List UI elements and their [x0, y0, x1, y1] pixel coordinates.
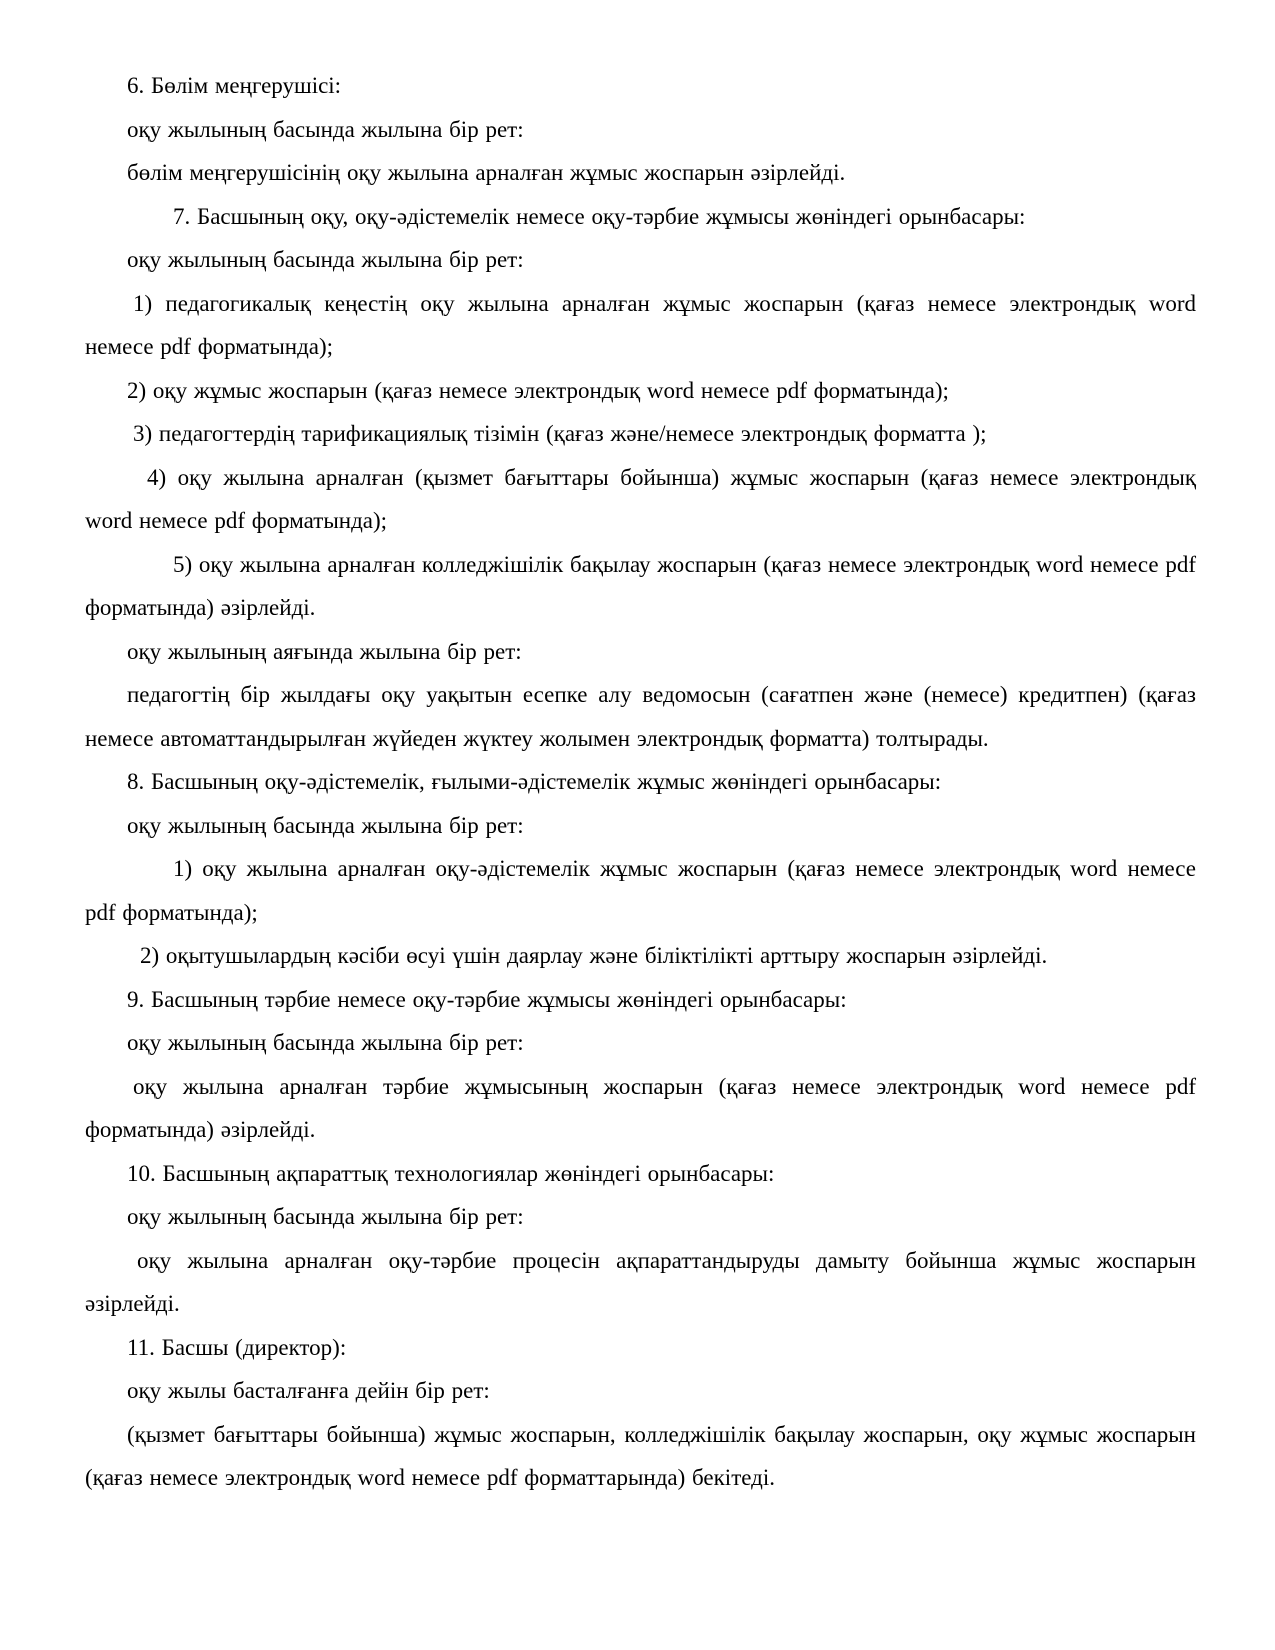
- paragraph: 3) педагогтердің тарификациялық тізімін (қағаз және/немесе электрондық форматта );: [133, 421, 987, 446]
- paragraph: (қызмет бағыттары бойынша) жұмыс жоспарын, колледжішілік бақылау жоспарын, оқу жұмыс жоспарын (қағаз немесе электрондық word немесе pdf форматтарында) бекітеді.: [85, 1421, 1196, 1490]
- paragraph: 9. Басшының тәрбие немесе оқу-тәрбие жұмысы жөніндегі орынбасары:: [127, 986, 847, 1012]
- paragraph: оқу жылының басында жылына бір рет:: [127, 812, 524, 838]
- paragraph: оқу жылының аяғында жылына бір рет:: [127, 638, 522, 664]
- paragraph: оқу жылының басында жылына бір рет:: [127, 116, 524, 142]
- paragraph: 2) оқытушылардың кәсіби өсуі үшін даярлау және біліктілікті арттыру жоспарын әзірлейді.: [140, 943, 1048, 968]
- paragraph: 2) оқу жұмыс жоспарын (қағаз немесе электрондық word немесе pdf форматында);: [127, 377, 949, 403]
- paragraph: оқу жылының басында жылына бір рет:: [127, 1030, 524, 1055]
- paragraph: 8. Басшының оқу-әдістемелік, ғылыми-әдістемелік жұмыс жөніндегі орынбасары:: [127, 769, 942, 794]
- paragraph: бөлім меңгерушісінің оқу жылына арналған жұмыс жоспарын әзірлейді.: [127, 160, 846, 185]
- paragraph: 7. Басшының оқу, оқу-әдістемелік немесе оқу-тәрбие жұмысы жөніндегі орынбасары:: [173, 203, 1026, 229]
- paragraph: педагогтің бір жылдағы оқу уақытын есепке алу ведомосын (сағатпен және (немесе) кредитпен) (қағаз немесе автоматтандырылған жүйеден жүктеу жолымен электрондық форматта) толтырады.: [85, 682, 1196, 751]
- paragraph: 1) оқу жылына арналған оқу-әдістемелік жұмыс жоспарын (қағаз немесе электрондық word немесе pdf форматында);: [85, 856, 1196, 925]
- paragraph: оқу жылына арналған тәрбие жұмысының жоспарын (қағаз немесе электрондық word немесе pdf форматында) әзірлейді.: [85, 1073, 1196, 1142]
- paragraph: 5) оқу жылына арналған колледжішілік бақылау жоспарын (қағаз немесе электрондық word немесе pdf форматында) әзірлейді.: [85, 551, 1196, 620]
- paragraph: оқу жылы басталғанға дейін бір рет:: [127, 1378, 490, 1403]
- paragraph: 4) оқу жылына арналған (қызмет бағыттары бойынша) жұмыс жоспарын (қағаз немесе электрондық word немесе pdf форматында);: [85, 464, 1196, 533]
- paragraph: оқу жылына арналған оқу-тәрбие процесін ақпараттандыруды дамыту бойынша жұмыс жоспарын әзірлейді.: [85, 1247, 1196, 1316]
- paragraph: 10. Басшының ақпараттық технологиялар жөніндегі орынбасары:: [127, 1160, 775, 1186]
- paragraph: 11. Басшы (директор):: [127, 1334, 347, 1360]
- paragraph: 6. Бөлім меңгерушісі:: [127, 73, 342, 98]
- paragraph: оқу жылының басында жылына бір рет:: [127, 1204, 524, 1229]
- paragraph: 1) педагогикалық кеңестің оқу жылына арналған жұмыс жоспарын (қағаз немесе электрондық word немесе pdf форматында);: [85, 290, 1196, 359]
- document-body: [85, 64, 1196, 1500]
- paragraph: оқу жылының басында жылына бір рет:: [127, 247, 524, 272]
